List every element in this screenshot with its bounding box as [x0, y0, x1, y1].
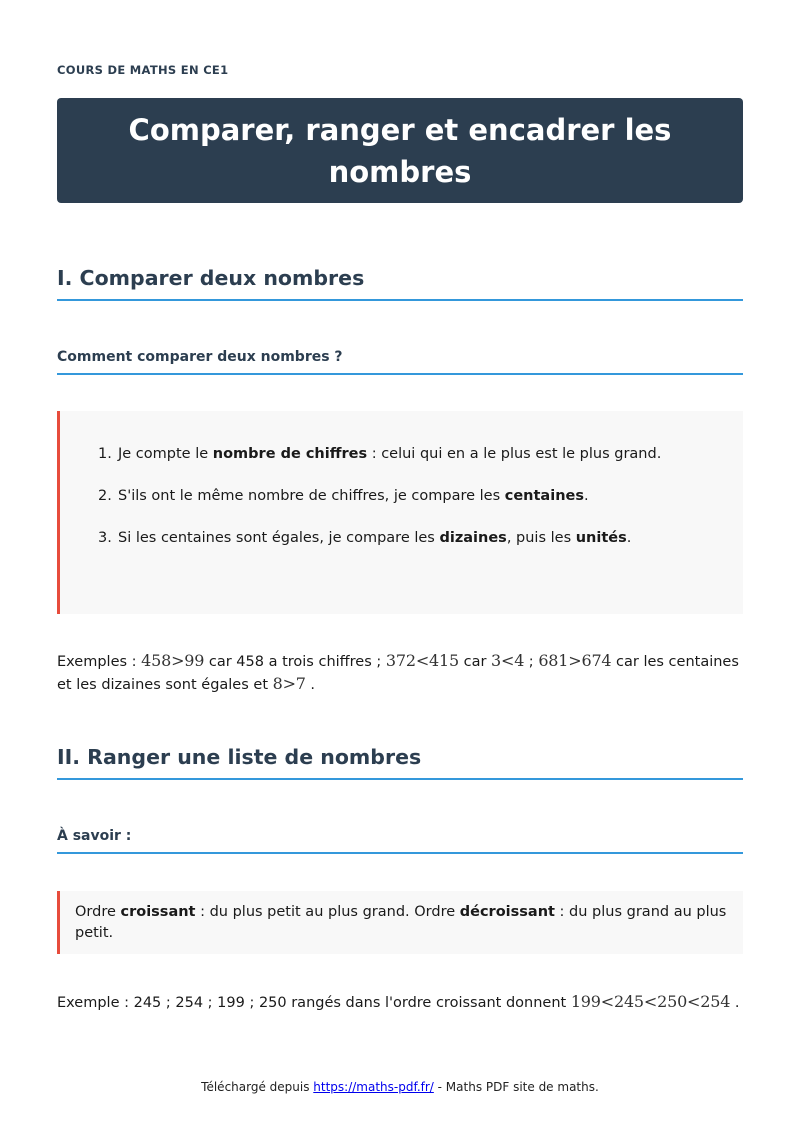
section-1-subheading: Comment comparer deux nombres ? [57, 349, 743, 375]
title-banner [57, 98, 743, 203]
step-item: 1. Je compte le nombre de chiffres : celui qui en a le plus est le plus grand. [98, 446, 662, 462]
course-kicker: COURS DE MATHS EN CE1 [57, 63, 229, 77]
footer: Téléchargé depuis https://maths-pdf.fr/ - Maths PDF site de maths. [201, 1080, 599, 1094]
section-1-heading: I. Comparer deux nombres [57, 266, 743, 301]
math-expression: 372<415 [385, 651, 459, 670]
math-expression: 458>99 [141, 651, 205, 670]
definition-box [57, 891, 743, 954]
definition-text: Ordre croissant : du plus petit au plus grand. Ordre décroissant : du plus grand au plus petit. [75, 904, 727, 941]
math-expression: 8>7 [272, 674, 306, 693]
step-item: 3. Si les centaines sont égales, je compare les dizaines, puis les unités. [98, 530, 632, 546]
step-item: 2. S'ils ont le même nombre de chiffres, je compare les centaines. [98, 488, 589, 504]
section-2-subheading: À savoir : [57, 828, 743, 854]
method-box [57, 411, 743, 614]
section-2-heading: II. Ranger une liste de nombres [57, 745, 743, 780]
page-title: Comparer, ranger et encadrer les nombres [128, 112, 672, 189]
ranking-example: Exemple : 245 ; 254 ; 199 ; 250 rangés dans l'ordre croissant donnent 199<245<250<254 . [57, 992, 740, 1011]
math-expression: 199<245<250<254 [570, 992, 731, 1011]
site-link[interactable]: https://maths-pdf.fr/ [313, 1080, 434, 1094]
math-expression: 3<4 [491, 651, 525, 670]
examples-paragraph: Exemples : 458>99 car 458 a trois chiffres ; 372<415 car 3<4 ; 681>674 car les centaines et les dizaines sont égales et 8>7 . [57, 651, 739, 693]
math-expression: 681>674 [538, 651, 612, 670]
